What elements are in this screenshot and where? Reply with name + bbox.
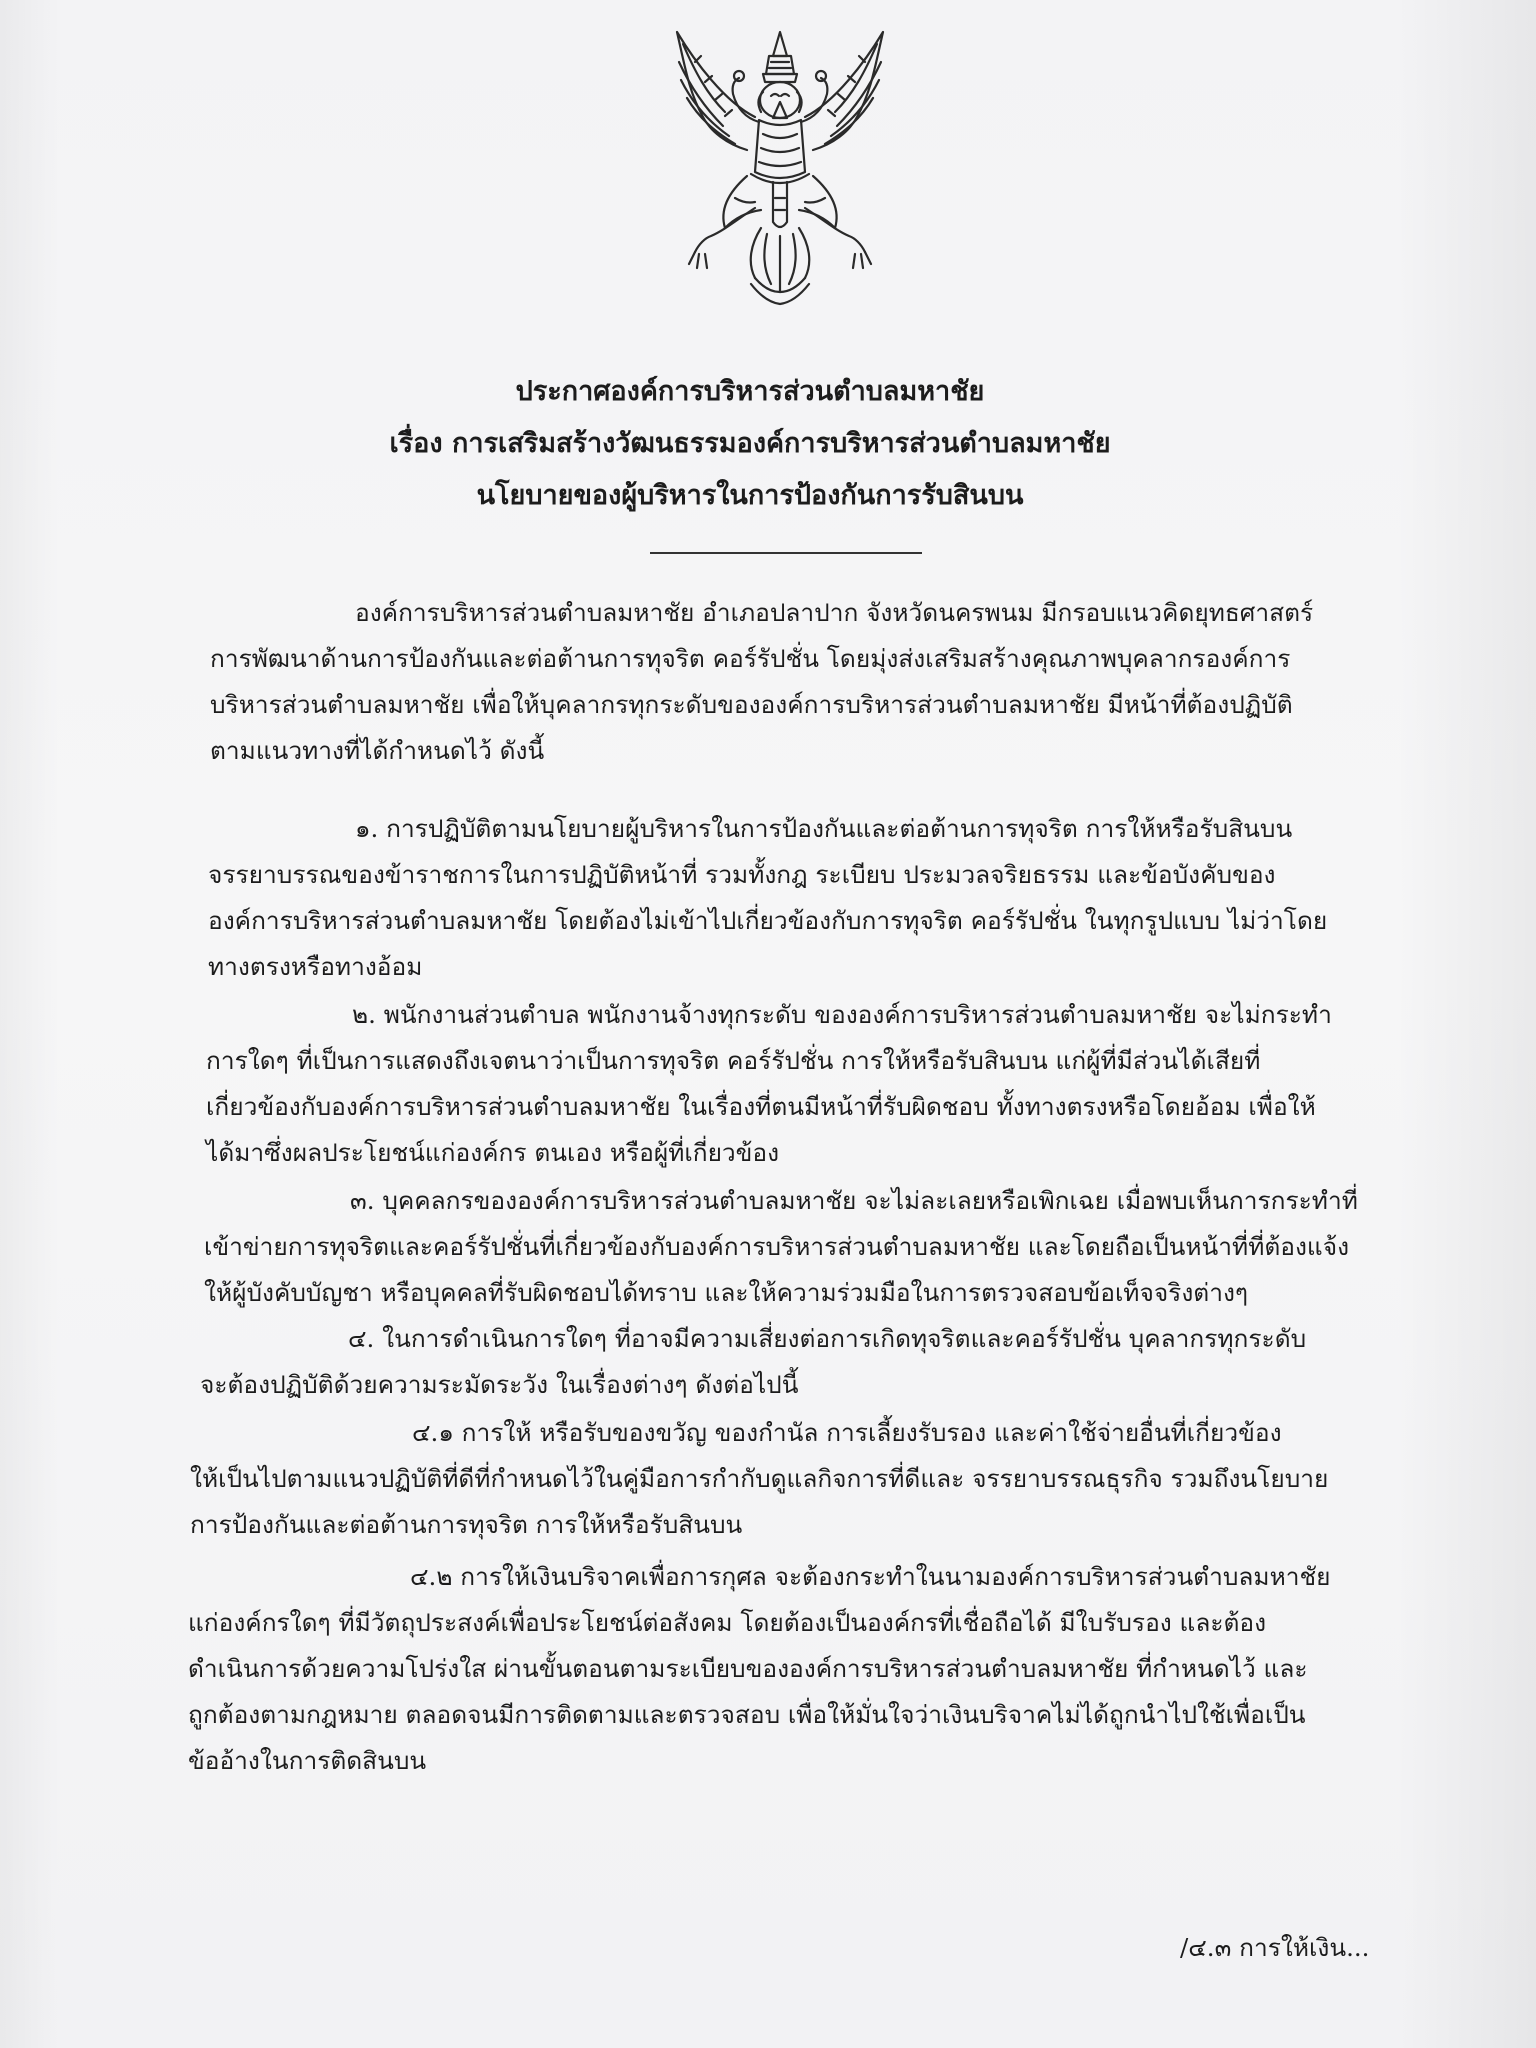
item4-2-line-5: ข้ออ้างในการติดสินบน (188, 1746, 427, 1775)
paper-shadow-right (1396, 0, 1536, 2048)
announcement-policy-title: นโยบายของผู้บริหารในการป้องกันการรับสินบน (476, 480, 1024, 511)
item1-line-3: องค์การบริหารส่วนตำบลมหาชัย โดยต้องไม่เข้าไปเกี่ยวข้องกับการทุจริต คอร์รัปชั่น ในทุกรูปแบบ ไม่ว่าโดย (208, 906, 1328, 935)
continuation-note: /๔.๓ การให้เงิน... (1180, 1933, 1370, 1962)
item4-2-line-3: ดำเนินการด้วยความโปร่งใส ผ่านขั้นตอนตามระเบียบขององค์การบริหารส่วนตำบลมหาชัย ที่กำหนดไว้ และ (188, 1654, 1308, 1683)
intro-line-2: การพัฒนาด้านการป้องกันและต่อต้านการทุจริต คอร์รัปชั่น โดยมุ่งส่งเสริมสร้างคุณภาพบุคลากรองค์การ (210, 644, 1291, 673)
item4-1-line-1: ๔.๑ การให้ หรือรับของขวัญ ของกำนัล การเลี้ยงรับรอง และค่าใช้จ่ายอื่นที่เกี่ยวข้อง (412, 1418, 1282, 1447)
garuda-emblem-icon (655, 22, 905, 322)
item2-line-2: การใดๆ ที่เป็นการแสดงถึงเจตนาว่าเป็นการทุจริต คอร์รัปชั่น การให้หรือรับสินบน แก่ผู้ที่มีส่วนได้เสียที่ (206, 1046, 1261, 1075)
title-underline (650, 552, 922, 554)
intro-line-4: ตามแนวทางที่ได้กำหนดไว้ ดังนี้ (210, 736, 545, 765)
item3-line-1: ๓. บุคคลกรขององค์การบริหารส่วนตำบลมหาชัย จะไม่ละเลยหรือเพิกเฉย เมื่อพบเห็นการกระทำที่ (350, 1186, 1358, 1215)
item4-2-line-4: ถูกต้องตามกฎหมาย ตลอดจนมีการติดตามและตรวจสอบ เพื่อให้มั่นใจว่าเงินบริจาคไม่ได้ถูกนำไปใช้เพื่อเป็น (188, 1700, 1306, 1729)
item1-line-1: ๑. การปฏิบัติตามนโยบายผู้บริหารในการป้องกันและต่อต้านการทุจริต การให้หรือรับสินบน (355, 814, 1293, 843)
item4-2-line-1: ๔.๒ การให้เงินบริจาคเพื่อการกุศล จะต้องกระทำในนามองค์การบริหารส่วนตำบลมหาชัย (410, 1562, 1331, 1591)
intro-line-3: บริหารส่วนตำบลมหาชัย เพื่อให้บุคลากรทุกระดับขององค์การบริหารส่วนตำบลมหาชัย มีหน้าที่ต้องปฏิบัติ (210, 690, 1293, 719)
announcement-subject: เรื่อง การเสริมสร้างวัฒนธรรมองค์การบริหารส่วนตำบลมหาชัย (389, 428, 1111, 459)
item3-line-3: ให้ผู้บังคับบัญชา หรือบุคคลที่รับผิดชอบได้ทราบ และให้ความร่วมมือในการตรวจสอบข้อเท็จจริงต่างๆ (204, 1278, 1249, 1307)
item4-1-line-2: ให้เป็นไปตามแนวปฏิบัติที่ดีที่กำหนดไว้ในคู่มือการกำกับดูแลกิจการที่ดีและ จรรยาบรรณธุรกิจ รวมถึงนโยบาย (190, 1464, 1329, 1493)
item4-2-line-2: แก่องค์กรใดๆ ที่มีวัตถุประสงค์เพื่อประโยชน์ต่อสังคม โดยต้องเป็นองค์กรที่เชื่อถือได้ มีใบรับรอง และต้อง (188, 1608, 1267, 1637)
paper-shadow-left (0, 0, 60, 2048)
item1-line-2: จรรยาบรรณของข้าราชการในการปฏิบัติหน้าที่ รวมทั้งกฎ ระเบียบ ประมวลจริยธรรม และข้อบังคับของ (208, 860, 1276, 889)
item3-line-2: เข้าข่ายการทุจริตและคอร์รัปชั่นที่เกี่ยวข้องกับองค์การบริหารส่วนตำบลมหาชัย และโดยถือเป็นหน้าที่ที่ต้องแจ้ง (204, 1232, 1350, 1261)
item4-1-line-3: การป้องกันและต่อต้านการทุจริต การให้หรือรับสินบน (190, 1510, 743, 1539)
item4-line-1: ๔. ในการดำเนินการใดๆ ที่อาจมีความเสี่ยงต่อการเกิดทุจริตและคอร์รัปชั่น บุคลากรทุกระดับ (348, 1324, 1307, 1353)
item4-line-2: จะต้องปฏิบัติด้วยความระมัดระวัง ในเรื่องต่างๆ ดังต่อไปนี้ (200, 1370, 799, 1399)
item1-line-4: ทางตรงหรือทางอ้อม (208, 952, 423, 981)
item2-line-1: ๒. พนักงานส่วนตำบล พนักงานจ้างทุกระดับ ขององค์การบริหารส่วนตำบลมหาชัย จะไม่กระทำ (352, 1000, 1332, 1029)
item2-line-4: ได้มาซึ่งผลประโยชน์แก่องค์กร ตนเอง หรือผู้ที่เกี่ยวข้อง (206, 1138, 780, 1167)
announcement-title: ประกาศองค์การบริหารส่วนตำบลมหาชัย (515, 376, 985, 407)
intro-line-1: องค์การบริหารส่วนตำบลมหาชัย อำเภอปลาปาก จังหวัดนครพนม มีกรอบแนวคิดยุทธศาสตร์ (355, 598, 1314, 627)
item2-line-3: เกี่ยวข้องกับองค์การบริหารส่วนตำบลมหาชัย ในเรื่องที่ตนมีหน้าที่รับผิดชอบ ทั้งทางตรงหรือโดยอ้อม เพื่อให้ (206, 1092, 1316, 1121)
